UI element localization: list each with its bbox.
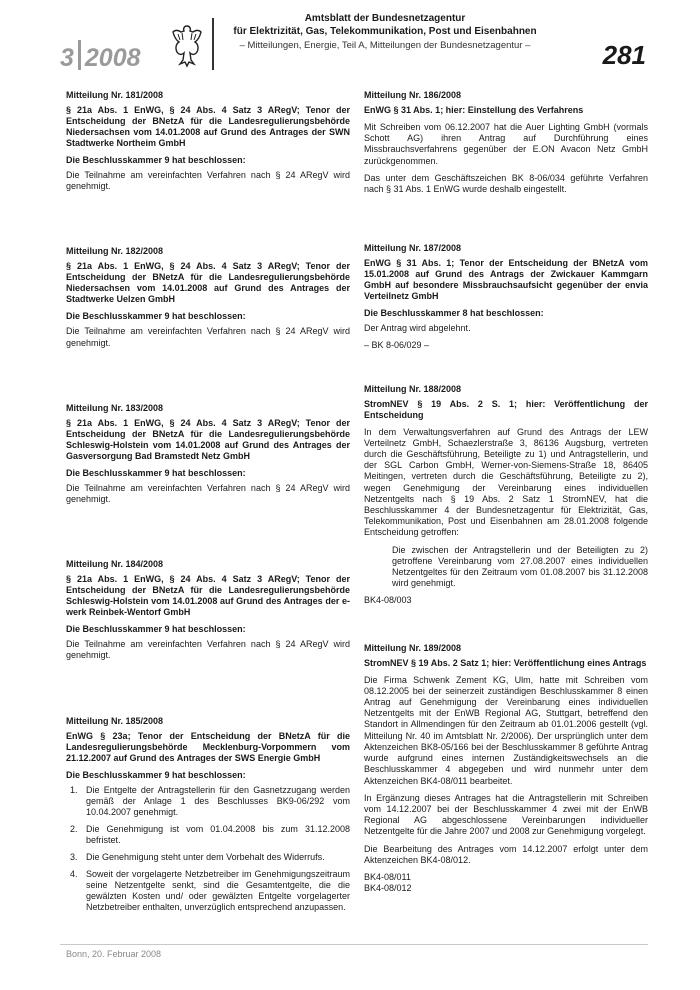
right-column [364, 90, 648, 894]
publication-title-line1: Amtsblatt der Bundesnetzagentur [304, 13, 466, 24]
paragraph: In Ergänzung dieses Antrages hat die Antragstellerin mit Schreiben vom 14.12.2007 bei der Beschlusskammer 4 zwei mit der EnWB Regional AG abgeschlossene Vereinbarungen individueller Netzentgelte für die Jahre 2007 und 2008 zur Genehmigung vorgelegt. [364, 792, 648, 837]
decision-text: Die Teilnahme am vereinfachten Verfahren nach § 24 ARegV wird genehmigt. [66, 639, 350, 661]
notice-185 [66, 716, 350, 913]
quoted-decision: Die zwischen der Antragstellerin und der Beteiligten zu 2) getroffene Vereinbarung vom 27.08.2007 eines individuellen Netzentgeltes für den Zeitraum vom 01.08.2007 bis 31.12.2008 wird genehmigt. [392, 544, 648, 589]
notice-title: § 21a Abs. 1 EnWG, § 24 Abs. 4 Satz 3 ARegV; Tenor der Entscheidung der BNetzA für die Landesregulierungsbehörde Niedersachsen vom 14.01.2008 auf Grund des Antrages der Stadtwerke Uelzen GmbH [66, 261, 350, 305]
reference-number: BK4-08/012 [364, 883, 412, 894]
notice-188 [364, 384, 648, 607]
decision-heading: Die Beschlusskammer 8 hat beschlossen: [364, 308, 544, 319]
list-item [66, 869, 350, 913]
notice-number: Mitteilung Nr. 184/2008 [66, 559, 164, 570]
notice-number: Mitteilung Nr. 186/2008 [364, 90, 462, 100]
notice-title: EnWG § 23a; Tenor der Entscheidung der BNetzA für die Landesregulierungsbehörde Mecklenburg-Vorpommern vom 21.12.2007 auf Grund des Antrages der SWS Energie GmbH [66, 730, 350, 763]
notice-189 [364, 643, 648, 895]
notice-number: Mitteilung Nr. 185/2008 [66, 715, 164, 726]
notice-187 [364, 243, 648, 351]
paragraph: In dem Verwaltungsverfahren auf Grund des Antrags der LEW Verteilnetz GmbH, Schaezlerstraße 3, 86136 Augsburg, vertreten durch die Geschäftsführung, Beteiligte zu 1) und Antragstellerin, und der SGL Carbon GmbH, Werner-von-Siemens-Straße 18, 86405 Meitingen, vertreten durch die Geschäftsführung, Beteiligte zu 2), wegen Genehmigung der Vereinbarung eines individuellen Netzentgelts nach § 19 Abs. 2 Satz 1 StromNEV, hat die Beschlusskammer 4 der Bundesnetzagentur für Elektrizität, Gas, Telekommunikation, Post und Eisenbahnen am 28.01.2008 folgende Entscheidung getroffen: [364, 426, 648, 538]
notice-title: EnWG § 31 Abs. 1; Tenor der Entscheidung der BNetzA vom 15.01.2008 auf Grund des Antrags der Zwickauer Kammgarn GmbH auf besondere Missbrauchsaufsicht gegenüber der envia Verteilnetz GmbH [364, 258, 648, 302]
decision-text: Der Antrag wird abgelehnt. [364, 323, 471, 334]
notice-title: StromNEV § 19 Abs. 2 S. 1; hier: Veröffentlichung der Entscheidung [364, 398, 648, 420]
paragraph: Mit Schreiben vom 06.12.2007 hat die Auer Lighting GmbH (vormals Schott AG) ihren Antrag auf Durchführung eines Missbrauchsverfahrens gegenüber der E.ON Avacon Netz GmbH zurückgenommen. [364, 122, 648, 166]
list-item-text: Die Genehmigung ist vom 01.04.2008 bis zum 31.12.2008 befristet. [86, 823, 350, 845]
decision-text: Die Teilnahme am vereinfachten Verfahren nach § 24 ARegV wird genehmigt. [66, 482, 350, 505]
notice-title: § 21a Abs. 1 EnWG, § 24 Abs. 4 Satz 3 ARegV; Tenor der Entscheidung der BNetzA für die Landesregulierungsbehörde Schleswig-Holstein vom 14.01.2008 auf Grund des Antrages der e-werk Reinbek-Wentorf GmbH [66, 574, 350, 618]
list-item-text: Die Genehmigung steht unter dem Vorbehalt des Widerrufs. [86, 851, 325, 862]
decision-list [66, 785, 350, 913]
notice-number: Mitteilung Nr. 183/2008 [66, 402, 164, 413]
reference-number: – BK 8-06/029 – [364, 340, 430, 351]
footer-place-date: Bonn, 20. Februar 2008 [66, 949, 162, 959]
publication-title-line2: für Elektrizität, Gas, Telekommunikation, Post und Eisenbahnen [233, 26, 537, 37]
reference-number: BK4-08/011 [364, 871, 411, 882]
list-item [66, 824, 350, 846]
list-item-number: 3. [70, 851, 78, 862]
reference-number: BK4-08/003 [364, 595, 412, 606]
notice-title: § 21a Abs. 1 EnWG, § 24 Abs. 4 Satz 3 ARegV; Tenor der Entscheidung der BNetzA für die Landesregulierungsbehörde Schleswig-Holstein vom 14.01.2008 auf Grund des Antrages der Gasversorgung Bad Bramstedt Netz GmbH [66, 417, 350, 461]
list-item-number: 2. [70, 823, 78, 834]
notice-number: Mitteilung Nr. 187/2008 [364, 243, 462, 254]
decision-heading: Die Beschlusskammer 9 hat beschlossen: [66, 311, 246, 322]
notice-184 [66, 559, 350, 661]
decision-text: Die Teilnahme am vereinfachten Verfahren nach § 24 ARegV wird genehmigt. [66, 326, 350, 348]
decision-heading: Die Beschlusskammer 9 hat beschlossen: [66, 624, 246, 635]
list-item-number: 1. [70, 784, 78, 795]
issue-number: 3 [60, 44, 74, 72]
notice-number: Mitteilung Nr. 182/2008 [66, 246, 164, 257]
decision-heading: Die Beschlusskammer 9 hat beschlossen: [66, 769, 246, 780]
decision-text: Die Teilnahme am vereinfachten Verfahren nach § 24 ARegV wird genehmigt. [66, 170, 350, 192]
issue-year: 2008 [84, 44, 141, 72]
list-item-text: Soweit der vorgelagerte Netzbetreiber im Genehmigungszeitraum seine Netzentgelte senkt, sind die Gesamtentgelte, die die gewälzten Kosten und/ oder gewälzten Entgelte vorgelagerter Netzbetreiber enthalten, unverzüglich entsprechend anzupassen. [86, 868, 350, 912]
issue-divider [78, 40, 81, 70]
list-item [66, 785, 350, 818]
list-item-number: 4. [70, 868, 78, 879]
decision-heading: Die Beschlusskammer 9 hat beschlossen: [66, 155, 246, 165]
left-column [66, 90, 350, 919]
list-item [66, 852, 350, 863]
footer-rule [60, 944, 648, 945]
notice-title: § 21a Abs. 1 EnWG, § 24 Abs. 4 Satz 3 ARegV; Tenor der Entscheidung der BNetzA für die Landesregulierungsbehörde Niedersachsen vom 14.01.2008 auf Grund des Antrages der SWN Stadtwerke Northeim GmbH [66, 105, 350, 148]
publication-subtitle: – Mitteilungen, Energie, Teil A, Mitteilungen der Bundesnetzagentur – [239, 40, 531, 51]
notice-186 [364, 90, 648, 195]
notice-number: Mitteilung Nr. 189/2008 [364, 642, 462, 653]
paragraph: Die Firma Schwenk Zement KG, Ulm, hatte mit Schreiben vom 08.12.2005 bei der seinerzeit zuständigen Beschlusskammer 8 einen Antrag auf Genehmigung der Vereinbarung eines individuellen Netzentgelts mit der EnWB Regional AG, Stuttgart, betreffend den Standort in Allmendingen für den Zeitraum ab 01.01.2006 gestellt (vgl. Mitteilung Nr. 40 im Amtsblatt Nr. 2/2006). Der ursprünglich unter dem Aktenzeichen BK8-05/166 bei der Beschlusskammer 8 geführte Antrag wurde aufgrund eines internen Zuständigkeitswechsels an die Beschlusskammer 4 abgegeben und wird nunmehr unter dem Aktenzeichen BK4-08/011 bearbeitet. [364, 674, 648, 786]
notice-title: StromNEV § 19 Abs. 2 Satz 1; hier: Veröffentlichung eines Antrags [364, 657, 647, 668]
paragraph: Das unter dem Geschäftszeichen BK 8-06/034 geführte Verfahren nach § 31 Abs. 1 EnWG wurde deshalb eingestellt. [364, 172, 648, 195]
issue-label [60, 40, 141, 73]
notice-number: Mitteilung Nr. 188/2008 [364, 383, 462, 394]
paragraph: Die Bearbeitung des Antrages vom 14.12.2007 erfolgt unter dem Aktenzeichen BK4-08/012. [364, 843, 648, 865]
publication-title [170, 12, 600, 38]
decision-heading: Die Beschlusskammer 9 hat beschlossen: [66, 467, 246, 478]
page-number: 281 [602, 40, 646, 70]
notice-183 [66, 403, 350, 505]
notice-182 [66, 246, 350, 348]
notice-title: EnWG § 31 Abs. 1; hier: Einstellung des Verfahrens [364, 105, 584, 115]
notice-181 [66, 90, 350, 192]
list-item-text: Die Entgelte der Antragstellerin für den Gasnetzzugang werden gemäß der Anlage 1 des Beschlusses BK9-06/292 vom 10.04.2007 genehmigt. [86, 784, 350, 817]
notice-number: Mitteilung Nr. 181/2008 [66, 90, 164, 100]
